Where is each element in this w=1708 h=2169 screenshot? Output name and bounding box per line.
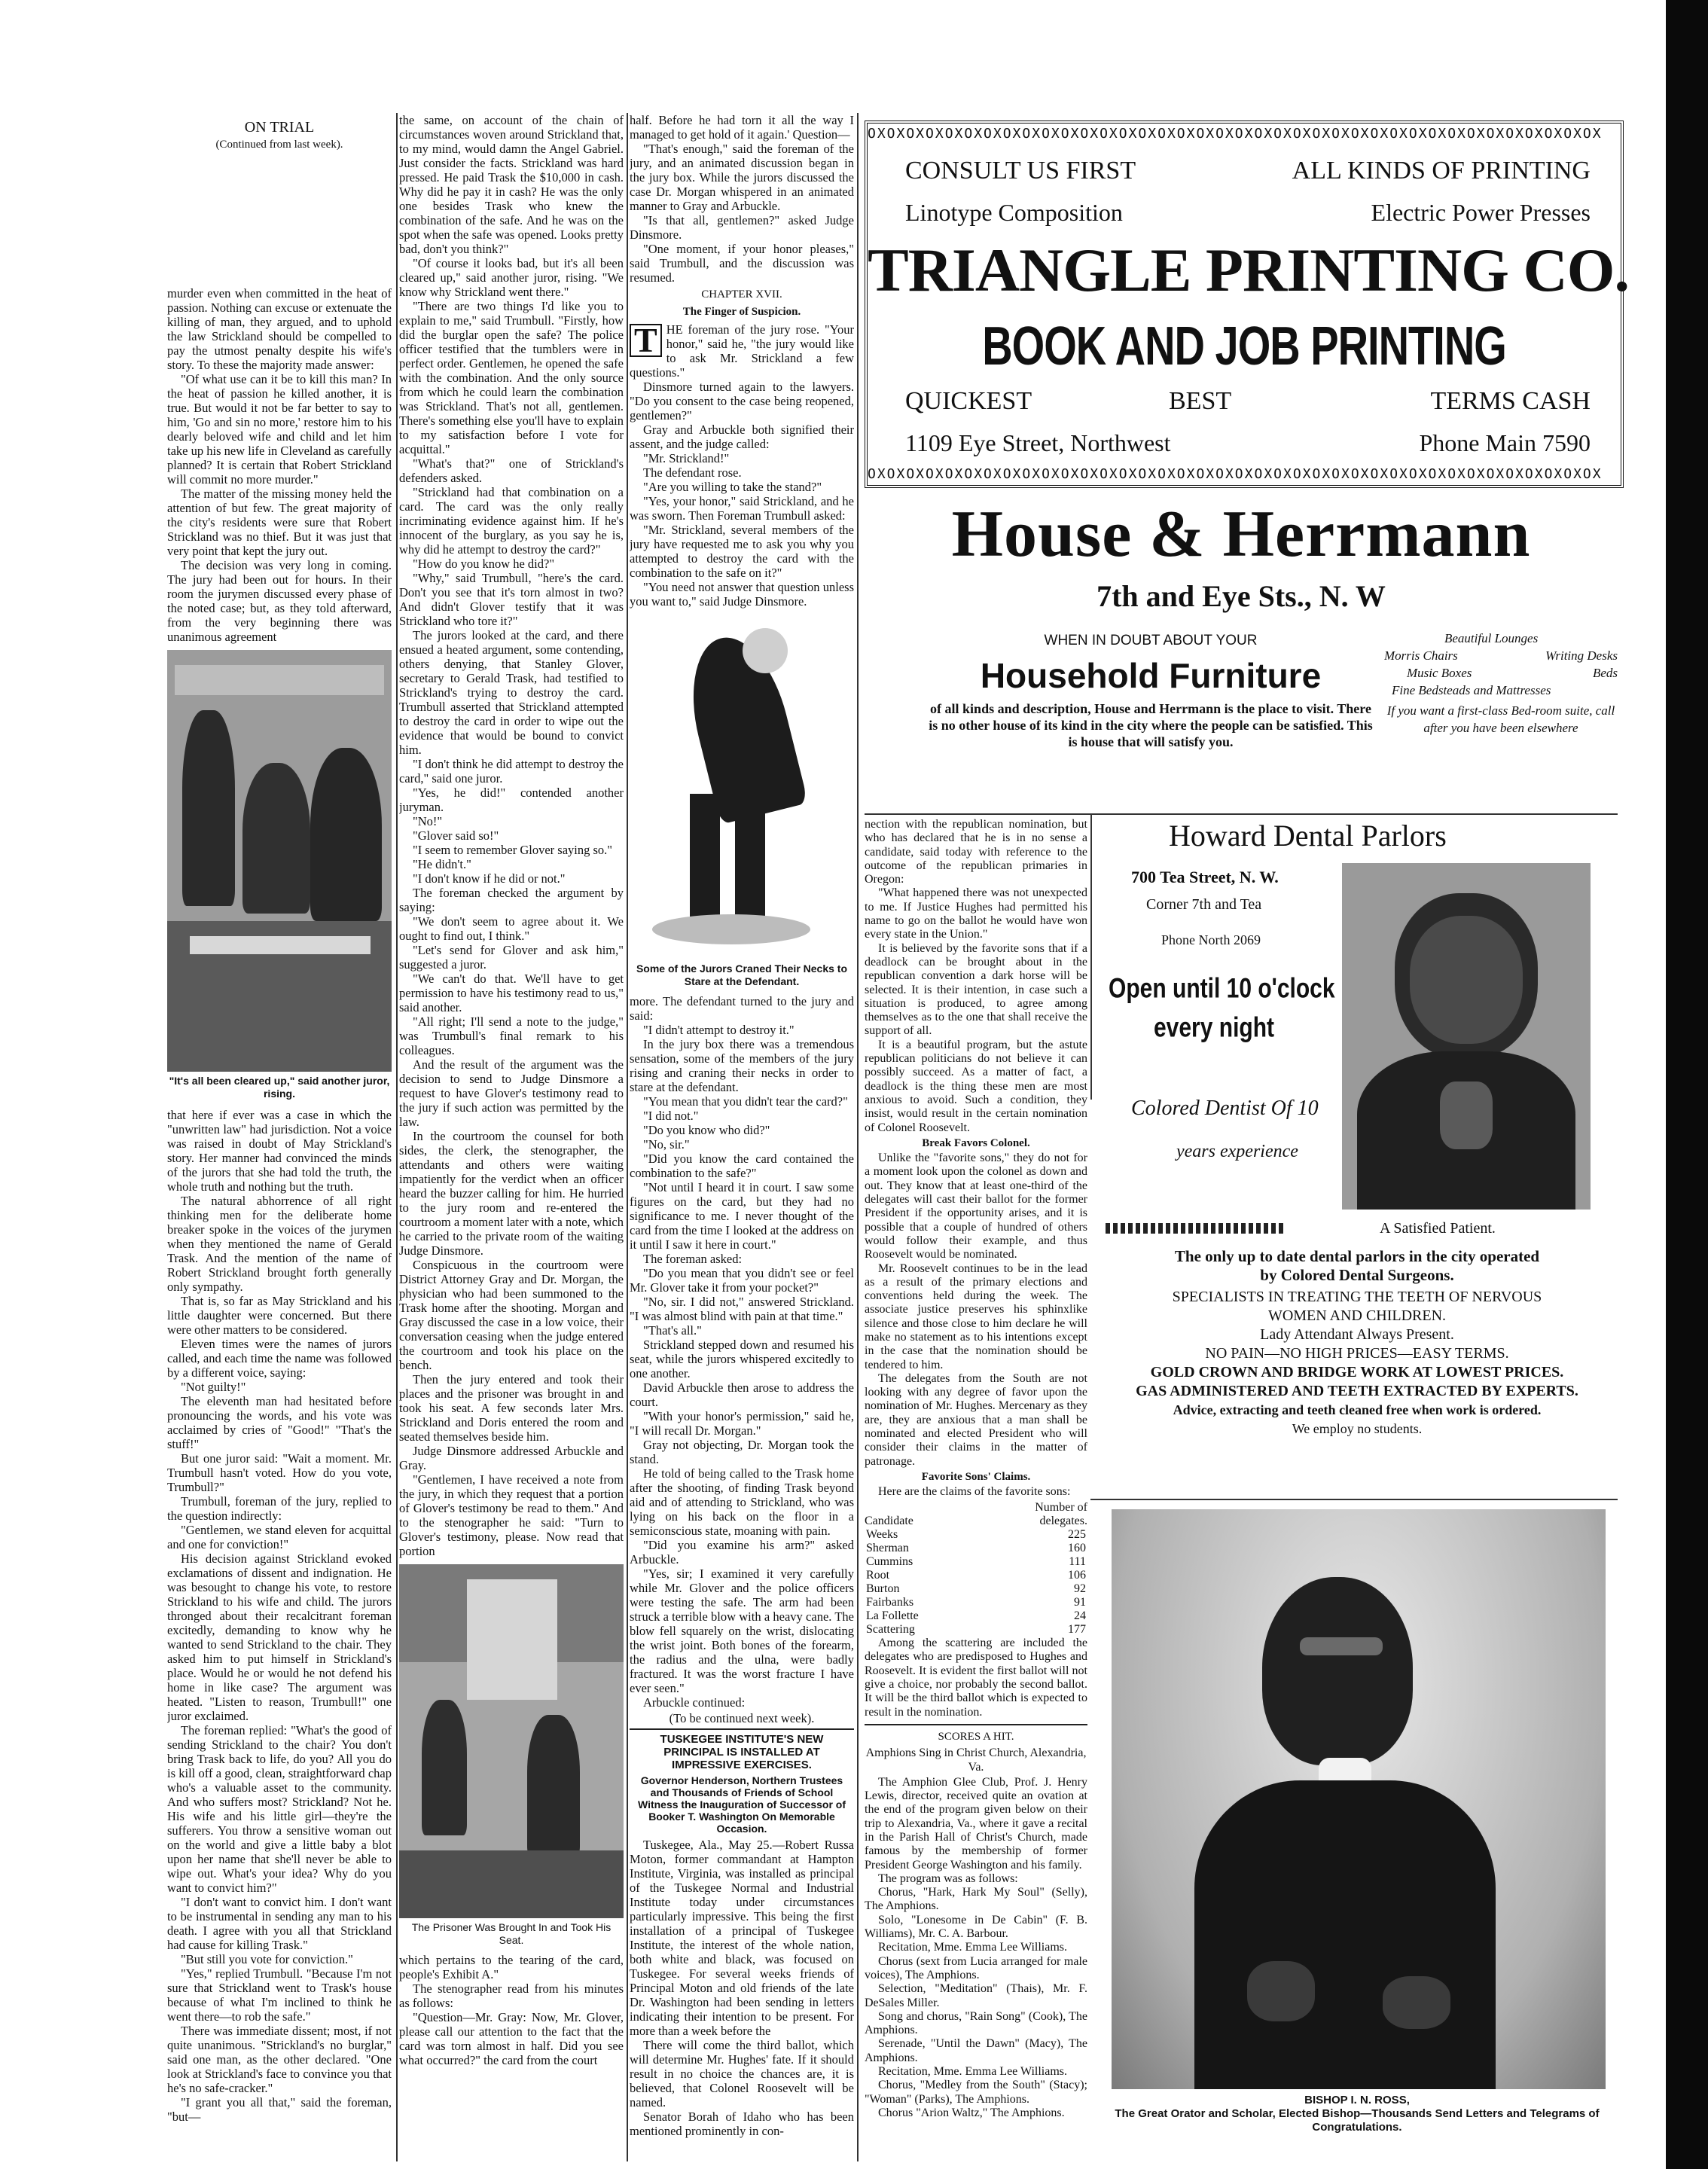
paragraph: "What happened there was not unexpected to me. If Justice Hughes had permitted his name to go on the ballot he would have won every state in the Union." bbox=[865, 886, 1087, 941]
house-herrmann-address: 7th and Eye Sts., N. W bbox=[1096, 579, 1386, 613]
paragraph: It is believed by the favorite sons that if a deadlock can be brought about in the republican convention a dark horse will be selected. It is their intention, in case such a situation is produced, to agree among themselves as to the one that shall receive the support of all. bbox=[865, 941, 1087, 1038]
paragraph: "How do you know he did?" bbox=[413, 557, 555, 571]
list-item: Song and chorus, "Rain Song" (Cook), The Amphions. bbox=[865, 2009, 1087, 2037]
paragraph: "I don't think he did attempt to destroy the card," said one juror. bbox=[399, 757, 624, 786]
electric-power-presses: Electric Power Presses bbox=[1371, 199, 1591, 226]
column-4 bbox=[865, 818, 1087, 2158]
every-night: every night bbox=[1154, 1011, 1275, 1043]
dental-gold: GOLD CROWN AND BRIDGE WORK AT LOWEST PRICES. bbox=[1150, 1364, 1564, 1380]
years-experience: years experience bbox=[1176, 1142, 1298, 1161]
chapter-title: The Finger of Suspicion. bbox=[682, 306, 801, 318]
furniture-list bbox=[1384, 630, 1618, 737]
paragraph: "Do you mean that you didn't see or feel Mr. Glover take it from your pocket?" bbox=[630, 1266, 854, 1295]
dental-students: We employ no students. bbox=[1292, 1421, 1423, 1436]
continued-note: (To be continued next week). bbox=[669, 1711, 815, 1725]
paragraph: "Is that all, gentlemen?" asked Judge Dinsmore. bbox=[630, 213, 854, 242]
paragraph: The foreman replied: "What's the good of sending Strickland to the chair? You don't bring Trask back to life, do you? All you do is kill off a good, clean, straightforward chap who's a valuable asset to the community. And who suffers most? Strickland? Not he. His wife and his little girl—they're the sufferers. You throw a sensitive woman out on the world and give a little baby a blot upon her name that she'll never be able to wipe out. What's your idea? Why do you want to convict him?" bbox=[167, 1723, 392, 1895]
subhead-favorite-sons: Favorite Sons' Claims. bbox=[921, 1470, 1031, 1483]
tally-header: Candidate bbox=[865, 1514, 913, 1527]
paragraph: "Of what use can it be to kill this man? In the heat of passion he killed another, it is true. But would it not be far better to say to him, 'Go and sin no more,' restore him to his dearly beloved wife and child and let him take up his new life in Cleveland as carefully planned? It is certain that Robert Strickland will commit no more murder." bbox=[167, 372, 392, 487]
dental-name: Howard Dental Parlors bbox=[1169, 819, 1447, 853]
paragraph: It is a beautiful program, but the astute republican politicians do not believe it can possibly succeed. As a matter of fact, a deadlock is the thing these men are most anxious to avoid. Such a condition, they insist, would result in the certain nomination of Colonel Roosevelt. bbox=[865, 1038, 1087, 1134]
drop-cap: T bbox=[630, 324, 662, 357]
paragraph: "Of course it looks bad, but it's all been cleared up," said another juror, rising. "We know why Strickland went there." bbox=[399, 256, 624, 299]
paragraph: "That's all." bbox=[643, 1323, 702, 1338]
tuskegee-deck: Governor Henderson, Northern Trustees and Thousands of Friends of School Witness the Inauguration of Successor of Booker T. Washington On Memorable Occasion. bbox=[637, 1774, 846, 1835]
tally-header: delegates. bbox=[1039, 1514, 1087, 1527]
photo-caption: Some of the Jurors Craned Their Necks to Stare at the Defendant. bbox=[636, 962, 848, 987]
beds: Beds bbox=[1592, 666, 1618, 680]
column-rule bbox=[1090, 813, 1092, 1100]
table-row: Burton 92 bbox=[866, 1582, 1086, 1596]
terms-cash: TERMS CASH bbox=[1430, 387, 1591, 415]
paragraph: "Are you willing to take the stand?" bbox=[643, 480, 822, 494]
triangle-phone: Phone Main 7590 bbox=[1419, 429, 1591, 456]
paragraph: "Yes," replied Trumbull. "Because I'm not sure that Strickland went to Trask's house because of what I'm inclined to think he went there—to rob the safe." bbox=[167, 1966, 392, 2024]
list-item: Serenade, "Until the Dawn" (Macy), The Amphions. bbox=[865, 2037, 1087, 2064]
paragraph: There was immediate dissent; most, if not quite unanimous. "Strickland's no burglar," said one man, as the other declared. "One look at Strickland's face to convince you that he's no safe-cracker." bbox=[167, 2024, 392, 2095]
table-row: Weeks 225 bbox=[866, 1528, 1086, 1542]
paragraph: The eleventh man had hesitated before pronouncing the words, and his vote was acclaimed by cries of "Good!" "That's the stuff!" bbox=[167, 1394, 392, 1451]
photo-courtroom bbox=[399, 1564, 624, 1918]
paragraph: Senator Borah of Idaho who has been mentioned prominently in con- bbox=[630, 2110, 854, 2138]
paragraph: The jurors looked at the card, and there ensued a heated argument, some contending, others denying, that Stanley Glover, secretary to Gerald Trask, had testified to Strickland's trying to destroy the card. Trumbull asserted that Strickland attempted to destroy the card in order to wipe out the evidence that would be bound to convict him. bbox=[399, 628, 624, 757]
story-subheading: (Continued from last week). bbox=[215, 139, 343, 151]
paragraph: "What's that?" one of Strickland's defenders asked. bbox=[399, 456, 624, 485]
paragraph: Mr. Roosevelt continues to be in the lead as a result of the primary elections and conventions held during the week. The associate justice preserves his sphinxlike silence and those close to him declare he will make no statement as to his intentions except in the case that the nomination should be tendered to him. bbox=[865, 1261, 1087, 1371]
paragraph: Strickland stepped down and resumed his seat, while the jurors whispered excitedly to one another. bbox=[630, 1338, 854, 1380]
table-row: Root 106 bbox=[866, 1569, 1086, 1582]
paragraph: The natural abhorrence of all right thinking men for the deliberate home breaker spoke in the voices of the jurymen when they mentioned the name of Gerald Trask. And the mention of the name of Robert Strickland brought forth generally only sympathy. bbox=[167, 1194, 392, 1294]
best: BEST bbox=[1169, 387, 1232, 415]
paragraph: "I seem to remember Glover saying so." bbox=[413, 843, 613, 857]
writing-desks: Writing Desks bbox=[1545, 648, 1618, 663]
all-kinds-of-printing: ALL KINDS OF PRINTING bbox=[1292, 157, 1591, 185]
paragraph: "Why," said Trumbull, "here's the card. Don't you see that it's torn almost in two? And didn't Glover testify that it was Strickland who tore it?" bbox=[399, 571, 624, 628]
paragraph: more. The defendant turned to the jury and said: bbox=[630, 994, 854, 1023]
paragraph: the same, on account of the chain of circumstances woven around Strickland that, to my mind, would damn the Angel Gabriel. Just consider the facts. Strickland was hard pressed. He paid Trask the $10,000 in cash. Why did he pay it in cash? He was the only one besides Trask who knew the combination of the safe. And he was on the spot when the safe was opened. Looks pretty bad, don't you think?" bbox=[399, 113, 624, 256]
paragraph: Arbuckle continued: bbox=[643, 1695, 746, 1710]
table-row: Fairbanks 91 bbox=[866, 1596, 1086, 1609]
paragraph: "No!" bbox=[413, 814, 443, 828]
linotype-composition: Linotype Composition bbox=[905, 199, 1123, 226]
paragraph: The foreman asked: bbox=[643, 1252, 743, 1266]
border-ornament: OXOXOXOXOXOXOXOXOXOXOXOXOXOXOXOXOXOXOXOXOXOXOXOXOXOXOXOXOXOXOXOXOXOXOXOXOXOX bbox=[868, 466, 1603, 482]
scores-a-hit-heading: SCORES A HIT. bbox=[938, 1730, 1014, 1743]
paragraph: "He didn't." bbox=[413, 857, 471, 871]
music-boxes: Music Boxes bbox=[1407, 666, 1472, 680]
column-rule bbox=[627, 113, 628, 2161]
paragraph: "Not until I heard it in court. I saw some figures on the card, but they had no significance to me. I never thought of the card from the time I looked at the address on it until I saw it here in court." bbox=[630, 1180, 854, 1252]
paragraph: Gray not objecting, Dr. Morgan took the stand. bbox=[630, 1438, 854, 1466]
paragraph: "There are two things I'd like you to explain to me," said Trumbull. "Firstly, how did the burglar open the safe? The police officer testified that the tumblers were in perfect order. Gentlemen, he opened the safe with the combination. And the only source from which he could learn the combination was Strickland. That's not all, gentlemen. There's something else you'll have to explain to my satisfaction before I vote for acquittal." bbox=[399, 299, 624, 456]
paragraph: "We can't do that. We'll have to get permission to have his testimony read to us," said another. bbox=[399, 972, 624, 1014]
paragraph: "With your honor's permission," said he, "I will recall Dr. Morgan." bbox=[630, 1409, 854, 1438]
paragraph: That is, so far as May Strickland and his little daughter were concerned. But there were other matters to be considered. bbox=[167, 1294, 392, 1337]
satisfied-patient-caption: A Satisfied Patient. bbox=[1380, 1220, 1496, 1237]
paragraph: Judge Dinsmore addressed Arbuckle and Gray. bbox=[399, 1444, 624, 1472]
paragraph: half. Before he had torn it all the way I managed to get hold of it again.' Question— bbox=[630, 113, 854, 142]
triangle-printing-ad bbox=[865, 120, 1629, 488]
dental-body bbox=[1093, 1247, 1621, 1438]
column-rule bbox=[396, 113, 398, 2161]
table-row: Sherman 160 bbox=[866, 1542, 1086, 1555]
list-item: Chorus (sext from Lucia arranged for male voices), The Amphions. bbox=[865, 1954, 1087, 1981]
table-row: Scattering 177 bbox=[866, 1623, 1086, 1637]
paragraph: "We don't seem to agree about it. We ought to find out, I think." bbox=[399, 914, 624, 943]
paragraph: "Glover said so!" bbox=[413, 828, 499, 843]
paragraph: "Yes, your honor," said Strickland, and he was sworn. Then Foreman Trumbull asked: bbox=[630, 494, 854, 523]
paragraph: There will come the third ballot, which will determine Mr. Hughes' fate. If it should result in no choice the chances are, it is believed, that Colonel Roosevelt will be named. bbox=[630, 2038, 854, 2110]
paragraph: He told of being called to the Trask home after the shooting, of finding Trask beyond aid and of attending to Strickland, who was lying on his back on the floor in a semiconscious state, moaning with pain. bbox=[630, 1466, 854, 1538]
list-item: Recitation, Mme. Emma Lee Williams. bbox=[878, 1941, 1067, 1954]
list-item: Chorus "Arion Waltz," The Amphions. bbox=[878, 2106, 1065, 2119]
colored-dentist: Colored Dentist Of 10 bbox=[1131, 1097, 1319, 1120]
dental-advice: Advice, extracting and teeth cleaned free when work is ordered. bbox=[1173, 1402, 1542, 1417]
paragraph: "Did you examine his arm?" asked Arbuckle. bbox=[630, 1538, 854, 1566]
tuskegee-headline: TUSKEGEE INSTITUTE'S NEW PRINCIPAL IS INSTALLED AT IMPRESSIVE EXERCISES. bbox=[660, 1733, 824, 1771]
household-furniture: Household Furniture bbox=[980, 656, 1322, 695]
paragraph: Dinsmore turned again to the lawyers. "Do you consent to the case being reopened, gentlemen?" bbox=[630, 380, 854, 423]
dental-nopain: NO PAIN—NO HIGH PRICES—EASY TERMS. bbox=[1205, 1345, 1509, 1362]
dental-logo-strip bbox=[1106, 1223, 1286, 1234]
section-rule bbox=[1090, 1499, 1618, 1500]
paragraph: that here if ever was a case in which the "unwritten law" had jurisdiction. Not a voice was raised in doubt of May Strickland's story. Her manner had convinced the minds of the jurors that she had told the truth, the whole truth and nothing but the truth. bbox=[167, 1108, 392, 1194]
paragraph: "All right; I'll send a note to the judge," was Trumbull's final remark to his colleagues. bbox=[399, 1014, 624, 1057]
photo-bishop-ross bbox=[1112, 1509, 1606, 2089]
quickest: QUICKEST bbox=[905, 387, 1032, 415]
photo-caption: "It's all been cleared up," said another juror, rising. bbox=[169, 1075, 390, 1100]
paragraph: "No, sir. I did not," answered Strickland. "I was almost blind with pain at that time." bbox=[630, 1295, 854, 1323]
dental-spec: SPECIALISTS IN TREATING THE TEETH OF NERVOUS bbox=[1172, 1289, 1542, 1305]
paragraph: And the result of the argument was the decision to send to Judge Dinsmore a request to have Glover's testimony read to the jury if such action was permitted by the law. bbox=[399, 1057, 624, 1129]
paragraph: nection with the republican nomination, but who has declared that he is in no sense a candidate, said today with reference to the outcome of the republican primaries in Oregon: bbox=[865, 818, 1087, 886]
house-herrmann-ad bbox=[865, 497, 1618, 815]
paragraph: "Yes, he did!" contended another juryman. bbox=[399, 786, 624, 814]
paragraph: "But still you vote for conviction." bbox=[181, 1952, 353, 1966]
table-row: La Follette 24 bbox=[866, 1609, 1086, 1623]
paragraph: "I don't want to convict him. I don't want to be instrumental in sending any man to his death. I agree with you all that Strickland had cause for killing Trask." bbox=[167, 1895, 392, 1952]
paragraph: Tuskegee, Ala., May 25.—Robert Russa Moton, former commandant at Hampton Institute, Virginia, was installed as principal of the Tuskegee Normal and Industrial Institute today under circumstances particularly impressive. This being the first installation of a principal of Tuskegee Institute, the interest of the whole nation, both white and black, was focused on Tuskegee. For several weeks friends of Principal Moton and old friends of the late Dr. Washington had been sending in letters indicating their intention to be present. For more than a week before the bbox=[630, 1838, 854, 2038]
howard-dental-ad bbox=[1093, 818, 1621, 1488]
house-herrmann-name: House & Herrmann bbox=[951, 498, 1531, 571]
dental-by: by Colored Dental Surgeons. bbox=[1260, 1266, 1454, 1284]
paragraph: "You mean that you didn't tear the card?" bbox=[643, 1094, 848, 1109]
bedsteads-mattresses: Fine Bedsteads and Mattresses bbox=[1392, 683, 1551, 697]
bed-room-suite: If you want a first-class Bed-room suite, call after you have been elsewhere bbox=[1386, 703, 1615, 735]
paragraph: "One moment, if your honor pleases," said Trumbull, and the discussion was resumed. bbox=[630, 242, 854, 285]
list-item: Solo, "Lonesome in De Cabin" (F. B. Williams), Mr. C. A. Barbour. bbox=[865, 1913, 1087, 1941]
paragraph: "That's enough," said the foreman of the jury, and an animated discussion began in the jury box. While the jurors discussed the case Dr. Morgan whispered in an animated manner to Gray and Arbuckle. bbox=[630, 142, 854, 213]
paragraph: "Strickland had that combination on a card. The card was the only really incriminating evidence against him. If he's innocent of the burglary, as you say he is, why did he attempt to destroy the card?" bbox=[399, 485, 624, 557]
photo-jury-room bbox=[167, 650, 392, 1072]
dental-only: The only up to date dental parlors in the city operated bbox=[1174, 1247, 1540, 1265]
morris-chairs: Morris Chairs bbox=[1384, 648, 1458, 663]
bishop-caption-text: The Great Orator and Scholar, Elected Bishop—Thousands Send Letters and Telegrams of Congratulations. bbox=[1115, 2107, 1600, 2134]
paragraph: The foreman checked the argument by saying: bbox=[399, 886, 624, 914]
beautiful-lounges: Beautiful Lounges bbox=[1444, 631, 1539, 645]
paragraph: The matter of the missing money held the attention of but few. The great majority of the city's residents were sure that Robert Strickland was no thief. But it was just that very point that kept the jury out. bbox=[167, 487, 392, 558]
paragraph: In the jury box there was a tremendous sensation, some of the members of the jury rising and craning their necks in order to stare at the defendant. bbox=[630, 1037, 854, 1094]
scan-edge-black bbox=[1666, 0, 1708, 2169]
paragraph: Trumbull, foreman of the jury, replied to the question indirectly: bbox=[167, 1494, 392, 1523]
paragraph: Unlike the "favorite sons," they do not for a moment look upon the colonel as down and out. They know that at least one-third of the delegates will cast their ballot for the former President if the opportunity arises, and it is possible that a couple of hundred of others would follow their example, and thus Roosevelt would be nominated. bbox=[865, 1152, 1087, 1261]
paragraph: "Question—Mr. Gray: Now, Mr. Glover, please call our attention to the fact that the card was torn almost in half. Did you see what occurred?" the card from the court bbox=[399, 2010, 624, 2067]
paragraph: The stenographer read from his minutes as follows: bbox=[399, 1981, 624, 2010]
column-3 bbox=[630, 113, 854, 2154]
paragraph: "Let's send for Glover and ask him," suggested a juror. bbox=[399, 943, 624, 972]
paragraph: The program was as follows: bbox=[878, 1872, 1018, 1885]
dental-gas: GAS ADMINISTERED AND TEETH EXTRACTED BY EXPERTS. bbox=[1136, 1383, 1578, 1399]
photo-caption: The Prisoner Was Brought In and Took His Seat. bbox=[411, 1921, 612, 1946]
subhead-break-favors: Break Favors Colonel. bbox=[922, 1136, 1030, 1149]
paragraph: "Yes, sir; I examined it very carefully while Mr. Glover and the police officers were testing the safe. The arm had been struck a terrible blow with a heavy cane. The blow fell squarely on the wrist, dislocating the wrist joint. Both bones of the forearm, the radius and the ulna, were badly fractured. It was the worst fracture I have ever seen." bbox=[630, 1566, 854, 1695]
paragraph: "No, sir." bbox=[643, 1137, 690, 1152]
paragraph: "Gentlemen, we stand eleven for acquittal and one for conviction!" bbox=[167, 1523, 392, 1551]
table-row: Cummins 111 bbox=[866, 1555, 1086, 1569]
paragraph: Conspicuous in the courtroom were District Attorney Gray and Dr. Morgan, the physician who had been summoned to the Trask home after the shooting. Morgan and Gray discussed the case in a low voice, their conversation ceasing when the judge entered the courtroom and took his place on the bench. bbox=[399, 1258, 624, 1372]
chapter-heading: CHAPTER XVII. bbox=[701, 288, 782, 300]
paragraph: "Do you know who did?" bbox=[643, 1123, 770, 1137]
paragraph: His decision against Strickland evoked exclamations of dissent and indignation. He was besought to change his vote, to restore Strickland to his wife and child. The jurors thronged about their recalcitrant foreman excitedly, demanding to know why he wanted to send Strickland to the chair. They asked him to put himself in Strickland's place. Would he or would he not defend his home in like case? The argument was heated. "Listen to reason, Trumbull!" one juror exclaimed. bbox=[167, 1551, 392, 1723]
consult-us-first: CONSULT US FIRST bbox=[905, 157, 1136, 185]
list-item: Chorus, "Hark, Hark My Soul" (Selly), The Amphions. bbox=[865, 1886, 1087, 1913]
paragraph: Eleven times were the names of jurors called, and each time the name was followed by a different voice, saying: bbox=[167, 1337, 392, 1380]
paragraph: The Amphion Glee Club, Prof. J. Henry Lewis, director, received quite an ovation at the end of the program given below on their trip to Alexandria, Va., where it gave a recital in the Parish Hall of Christ's Church, made famous by the membership of former President George Washington and his family. bbox=[865, 1775, 1087, 1872]
paragraph: "I did not." bbox=[643, 1109, 699, 1123]
column-2 bbox=[399, 113, 624, 2154]
paragraph: The defendant rose. bbox=[643, 465, 742, 480]
paragraph: Here are the claims of the favorite sons: bbox=[878, 1485, 1071, 1499]
when-in-doubt: WHEN IN DOUBT ABOUT YOUR bbox=[1044, 633, 1258, 648]
dental-spec: WOMEN AND CHILDREN. bbox=[1267, 1307, 1447, 1324]
house-herrmann-description: of all kinds and description, House and Herrmann is the place to visit. There is no other house of its kind in the city where the people can be satisfied. This is house that will satisfy you. bbox=[929, 701, 1373, 749]
dental-street: 700 Tea Street, N. W. bbox=[1131, 868, 1279, 886]
triangle-address: 1109 Eye Street, Northwest bbox=[905, 429, 1171, 456]
paragraph: "Gentlemen, I have received a note from the jury, in which they request that a portion of Glover's testimony be read to them." And to the stenographer he said: "Turn to Glover's testimony, please. Now read that portion bbox=[399, 1472, 624, 1558]
paragraph: The delegates from the South are not looking with any degree of favor upon the nomination of Mr. Hughes. Mercenary as they are, they are anxious that a man shall be nominated and elected President who will consider their claims in the matter of patronage. bbox=[865, 1371, 1087, 1468]
column-rule bbox=[857, 113, 859, 2161]
photo-satisfied-patient bbox=[1342, 863, 1591, 1210]
scores-a-hit-deck: Amphions Sing in Christ Church, Alexandria, Va. bbox=[865, 1746, 1087, 1774]
paragraph: "You need not answer that question unless you want to," said Judge Dinsmore. bbox=[630, 580, 854, 609]
paragraph: "Mr. Strickland, several members of the jury have requested me to ask you why you attempted to destroy the card with the combination to the safe on it?" bbox=[630, 523, 854, 580]
list-item: Chorus, "Medley from the South" (Stacy); "Woman" (Parks), The Amphions. bbox=[865, 2079, 1087, 2106]
paragraph: The decision was very long in coming. The jury had been out for hours. In their room the jurymen discussed every phase of the noted case; but, as they told afterward, from the very beginning there was unanimous agreement bbox=[167, 558, 392, 644]
paragraph: "I grant you all that," said the foreman, "but— bbox=[167, 2095, 392, 2124]
paragraph: Gray and Arbuckle both signified their assent, and the judge called: bbox=[630, 423, 854, 451]
paragraph: David Arbuckle then arose to address the court. bbox=[630, 1380, 854, 1409]
paragraph: But one juror said: "Wait a moment. Mr. Trumbull hasn't voted. How do you vote, Trumbull?" bbox=[167, 1451, 392, 1494]
delegate-tally bbox=[865, 1528, 1087, 1637]
dental-phone: Phone North 2069 bbox=[1161, 932, 1261, 947]
paragraph: "Not guilty!" bbox=[181, 1380, 246, 1394]
illustration-jurors-craning bbox=[630, 613, 854, 959]
dental-lady: Lady Attendant Always Present. bbox=[1260, 1326, 1454, 1343]
paragraph: Among the scattering are included the delegates who are predisposed to Hughes and Roosevelt. It is evident the first ballot will not give a choice, nor probably the second ballot. It will be the third ballot which is expected to result in the nomination. bbox=[865, 1637, 1087, 1719]
paragraph: "Mr. Strickland!" bbox=[643, 451, 730, 465]
paragraph: "I don't know if he did or not." bbox=[413, 871, 566, 886]
story-heading: ON TRIAL bbox=[244, 120, 315, 136]
paragraph: which pertains to the tearing of the card, people's Exhibit A." bbox=[399, 1953, 624, 1981]
triangle-printing-name: TRIANGLE PRINTING CO. bbox=[868, 236, 1629, 304]
open-until: Open until 10 o'clock bbox=[1109, 972, 1335, 1004]
paragraph: murder even when committed in the heat of passion. Nothing can excuse or extenuate the killing of man, they argued, and to uphold the law Strickland should be compelled to pay the utmost penalty despite his wife's story. To these the majority made answer: bbox=[167, 286, 392, 372]
paragraph-text: HE foreman of the jury rose. "Your honor," said he, "the jury would like to ask Mr. Strickland a few questions." bbox=[630, 322, 854, 380]
tally-header: Number of bbox=[1035, 1500, 1087, 1514]
bishop-caption bbox=[1093, 2094, 1621, 2134]
dental-corner: Corner 7th and Tea bbox=[1146, 896, 1262, 913]
paragraph: "Did you know the card contained the combination to the safe?" bbox=[630, 1152, 854, 1180]
paragraph: Then the jury entered and took their places and the prisoner was brought in and took his seat. A few seconds later Mrs. Strickland and Doris entered the room and seated themselves beside him. bbox=[399, 1372, 624, 1444]
column-1 bbox=[167, 120, 392, 2154]
list-item: Selection, "Meditation" (Thais), Mr. F. DeSales Miller. bbox=[865, 1982, 1087, 2009]
border-ornament: OXOXOXOXOXOXOXOXOXOXOXOXOXOXOXOXOXOXOXOXOXOXOXOXOXOXOXOXOXOXOXOXOXOXOXOXOXOX bbox=[868, 126, 1603, 142]
paragraph: "I didn't attempt to destroy it." bbox=[643, 1023, 795, 1037]
paragraph: In the courtroom the counsel for both sides, the clerk, the stenographer, the attendants and others were waiting impatiently for the verdict when an officer heard the buzzer calling for him. He hurried to the jury room and re-entered the courtroom a moment later with a note, which he carried to the private room of the waiting Judge Dinsmore. bbox=[399, 1129, 624, 1258]
bishop-caption-name: BISHOP I. N. ROSS, bbox=[1304, 2094, 1410, 2106]
book-and-job-printing: BOOK AND JOB PRINTING bbox=[982, 314, 1506, 377]
paragraph bbox=[630, 322, 854, 380]
list-item: Recitation, Mme. Emma Lee Williams. bbox=[878, 2065, 1067, 2079]
